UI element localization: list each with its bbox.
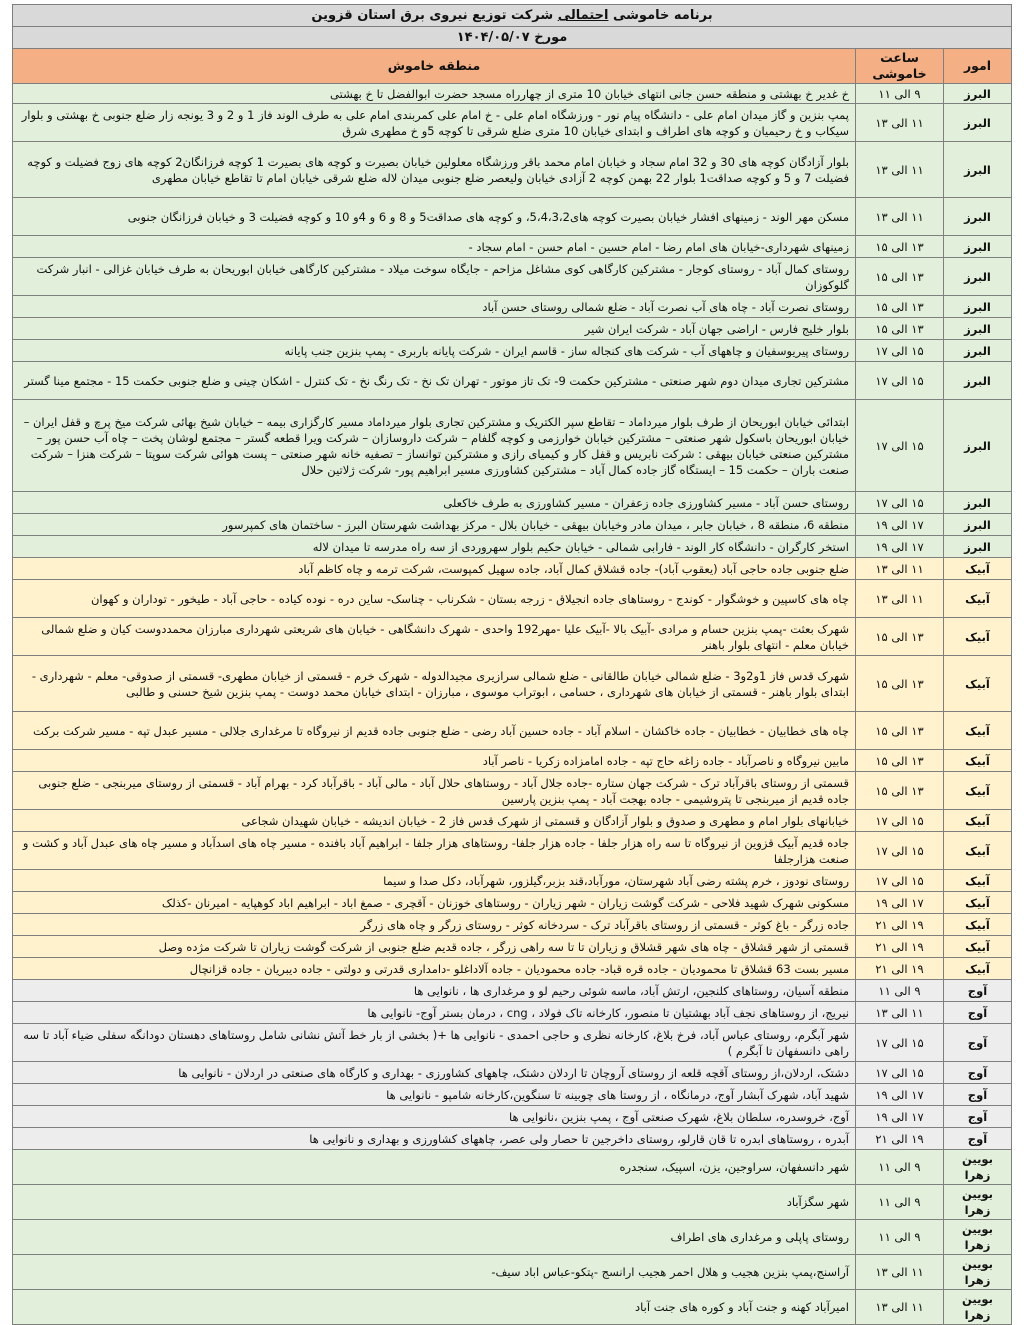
table-row: [13, 936, 1012, 958]
time-cell: ۱۹ الی ۲۱: [856, 914, 944, 936]
table-row: [13, 318, 1012, 340]
time-cell: ۱۱ الی ۱۳: [856, 142, 944, 198]
time-cell: ۱۱ الی ۱۳: [856, 104, 944, 142]
table-row: [13, 362, 1012, 400]
column-header-area: منطقه خاموش: [13, 49, 856, 84]
amur-cell: بویین زهرا: [944, 1220, 1012, 1255]
time-cell: ۱۱ الی ۱۳: [856, 1002, 944, 1024]
area-cell: آبدره ، روستاهای ابدره تا قان قارلو، روستای داخرجین تا حصار ولی عصر، چاههای کشاورزی و بهداری و نانوایی ها: [13, 1128, 856, 1150]
amur-cell: آوج: [944, 980, 1012, 1002]
time-cell: ۱۳ الی ۱۵: [856, 712, 944, 750]
area-cell: شهر آبگرم، روستای عباس آباد، فرخ بلاغ، کارخانه نظری و حاجی احمدی - نانوایی ها +( بخشی از بار خط آتش نشانی شامل روستاهای دهستان دودانگه سفلی ضیاء آباد تا سه راهی دانسفهان تا آبگرم ): [13, 1024, 856, 1062]
area-cell: خیابانهای بلوار امام و مطهری و صدوق و بلوار آزادگان و قسمتی از شهرک قدس فاز 2 - خیابان اندیشه - خیابان شهیدان شجاعی: [13, 810, 856, 832]
table-row: [13, 104, 1012, 142]
title-underlined-word: احتمالی: [557, 8, 609, 23]
outage-schedule-sheet: [12, 4, 1012, 1325]
time-cell: ۱۹ الی ۲۱: [856, 936, 944, 958]
table-row: [13, 492, 1012, 514]
table-row: [13, 580, 1012, 618]
table-row: [13, 656, 1012, 712]
amur-cell: البرز: [944, 198, 1012, 236]
table-row: [13, 400, 1012, 492]
column-header-amur: امور: [944, 49, 1012, 84]
area-cell: چاه های کاسپین و خوشگوار - کوندج - روستاهای جاده انجیلاق - زرجه بستان - شکرناب - چناسک- ساین دره - نوده کیاده - حاجی آباد - طیخور - توداران و کهوان: [13, 580, 856, 618]
table-row: [13, 258, 1012, 296]
table-row: [13, 536, 1012, 558]
time-cell: ۱۳ الی ۱۵: [856, 772, 944, 810]
title-part2: شرکت توزیع نیروی برق استان قزوین: [311, 8, 554, 23]
area-cell: مابین نیروگاه و ناصرآباد - جاده زاغه حاج تپه - جاده امامزاده زکریا - ناصر آباد: [13, 750, 856, 772]
area-cell: روستای حسن آباد - مسیر کشاورزی جاده زعفران - مسیر کشاورزی به طرف خاکعلی: [13, 492, 856, 514]
amur-cell: آبیک: [944, 772, 1012, 810]
amur-cell: آبیک: [944, 810, 1012, 832]
amur-cell: بویین زهرا: [944, 1185, 1012, 1220]
table-title: [13, 5, 1012, 27]
amur-cell: البرز: [944, 236, 1012, 258]
time-cell: ۱۵ الی ۱۷: [856, 832, 944, 870]
amur-cell: بویین زهرا: [944, 1255, 1012, 1290]
title-part1: برنامه خاموشی: [613, 8, 713, 23]
amur-cell: آبیک: [944, 914, 1012, 936]
amur-cell: البرز: [944, 340, 1012, 362]
time-cell: ۱۷ الی ۱۹: [856, 514, 944, 536]
area-cell: مسکن مهر الوند - زمینهای افشار خیابان بصیرت کوچه های5،4،3،2، و کوچه های صداقت5 و 8 و 6 و 4و 10 و کوچه فضیلت 3 و خیابان فرزانگان جنوبی: [13, 198, 856, 236]
time-cell: ۱۳ الی ۱۵: [856, 618, 944, 656]
amur-cell: البرز: [944, 84, 1012, 104]
time-cell: ۱۳ الی ۱۵: [856, 236, 944, 258]
time-cell: ۱۵ الی ۱۷: [856, 810, 944, 832]
amur-cell: آبیک: [944, 832, 1012, 870]
table-row: [13, 340, 1012, 362]
area-cell: آوج، خروسدره، سلطان بلاغ، شهرک صنعتی آوج ، پمپ بنزین ،نانوایی ها: [13, 1106, 856, 1128]
amur-cell: البرز: [944, 318, 1012, 340]
amur-cell: آوج: [944, 1002, 1012, 1024]
amur-cell: آبیک: [944, 892, 1012, 914]
amur-cell: آبیک: [944, 958, 1012, 980]
area-cell: جاده زرگر - باغ کوثر - قسمتی از روستای باقرآباد ترک - سردخانه کوثر - روستای زرگر و چاه های زرگر: [13, 914, 856, 936]
date-value: ۱۴۰۴/۰۵/۰۷: [456, 30, 530, 45]
area-cell: آراسنج،پمپ بنزین هجیب و هلال احمر هجیب ارانسج -پتکو-عباس اباد سیف-: [13, 1255, 856, 1290]
table-date: [13, 27, 1012, 49]
amur-cell: آوج: [944, 1106, 1012, 1128]
time-cell: ۱۳ الی ۱۵: [856, 750, 944, 772]
area-cell: بلوار خلیج فارس - اراضی جهان آباد - شرکت ایران شیر: [13, 318, 856, 340]
amur-cell: بویین زهرا: [944, 1150, 1012, 1185]
area-cell: شهید آباد، شهرک آبشار آوج، درمانگاه ، از روستا های چوبینه تا سنگوین،کارخانه شامپو - نانوایی ها: [13, 1084, 856, 1106]
area-cell: ضلع جنوبی جاده حاجی آباد (یعقوب آباد)- جاده قشلاق کمال آباد، جاده سهیل کمپوست، شرکت ترمه و چاه کاظم آباد: [13, 558, 856, 580]
time-cell: ۱۱ الی ۱۳: [856, 1255, 944, 1290]
table-row: [13, 772, 1012, 810]
table-row: [13, 296, 1012, 318]
time-cell: ۱۵ الی ۱۷: [856, 362, 944, 400]
amur-cell: البرز: [944, 536, 1012, 558]
amur-cell: البرز: [944, 258, 1012, 296]
amur-cell: البرز: [944, 104, 1012, 142]
area-cell: روستای کمال آباد - روستای کوجار - مشترکین کارگاهی کوی مشاغل مزاحم - جایگاه سوخت میلاد - مشترکین کارگاهی خیابان ابوریحان به طرف خیابان غزالی - انبار شرکت گلوکوزان: [13, 258, 856, 296]
time-cell: ۱۳ الی ۱۵: [856, 296, 944, 318]
amur-cell: آبیک: [944, 656, 1012, 712]
time-cell: ۱۵ الی ۱۷: [856, 1024, 944, 1062]
amur-cell: آوج: [944, 1062, 1012, 1084]
table-row: [13, 558, 1012, 580]
time-cell: ۱۳ الی ۱۵: [856, 318, 944, 340]
table-row: [13, 980, 1012, 1002]
table-row: [13, 1220, 1012, 1255]
table-row: [13, 1024, 1012, 1062]
time-cell: ۹ الی ۱۱: [856, 84, 944, 104]
table-row: [13, 810, 1012, 832]
amur-cell: آبیک: [944, 750, 1012, 772]
time-cell: ۱۷ الی ۱۹: [856, 1106, 944, 1128]
table-row: [13, 870, 1012, 892]
time-cell: ۱۱ الی ۱۳: [856, 1290, 944, 1325]
table-row: [13, 958, 1012, 980]
table-row: [13, 236, 1012, 258]
area-cell: پمپ بنزین و گاز میدان امام علی - دانشگاه پیام نور - ورزشگاه امام علی - خ امام علی کمربندی امام علی به طرف الوند فاز 1 و 2 و 3 یونجه زار ضلع جنوبی خ بهشتی و بلوار سیکاب و خ رحیمیان و کوچه های اطراف و ابتدای خیابان 10 متری ضلع شرقی تا کوچه 5و خ مطهری شرق: [13, 104, 856, 142]
amur-cell: آبیک: [944, 870, 1012, 892]
table-row: [13, 618, 1012, 656]
time-cell: ۱۵ الی ۱۷: [856, 1062, 944, 1084]
amur-cell: آبیک: [944, 618, 1012, 656]
time-cell: ۹ الی ۱۱: [856, 980, 944, 1002]
table-row: [13, 750, 1012, 772]
amur-cell: البرز: [944, 142, 1012, 198]
area-cell: مشترکین تجاری میدان دوم شهر صنعتی - مشترکین حکمت 9- تک تاز موتور - تهران تک نخ - تک رنگ نخ - تک کنترل - اشکان چینی و ضلع جنوبی حکمت 15 - مجتمع مینا گستر: [13, 362, 856, 400]
table-row: [13, 712, 1012, 750]
amur-cell: آبیک: [944, 936, 1012, 958]
area-cell: بلوار آزادگان کوچه های 30 و 32 امام سجاد و خیابان امام محمد باقر ورزشگاه معلولین خیابان بصیرت و کوچه های بصیرت 1 کوچه فرزانگان2 کوچه های زوج فضیلت و کوچه فضیلت 7 و 5 و کوچه صداقت1 بلوار 22 بهمن کوچه 2 آزادی خیابان ولیعصر ضلع جنوبی میدان لاله ضلع شرقی خیابان امام تا تقاطع خیابان مطهری: [13, 142, 856, 198]
time-cell: ۱۷ الی ۱۹: [856, 892, 944, 914]
amur-cell: آوج: [944, 1084, 1012, 1106]
time-cell: ۱۱ الی ۱۳: [856, 558, 944, 580]
area-cell: منطقه آسیان، روستاهای کلنجین، ارتش آباد، ماسه شوئی رحیم لو و مرغداری ها ، نانوایی ها: [13, 980, 856, 1002]
table-row: [13, 1062, 1012, 1084]
time-cell: ۱۱ الی ۱۳: [856, 198, 944, 236]
amur-cell: البرز: [944, 296, 1012, 318]
time-cell: ۱۵ الی ۱۷: [856, 400, 944, 492]
table-row: [13, 1150, 1012, 1185]
amur-cell: بویین زهرا: [944, 1290, 1012, 1325]
time-cell: ۹ الی ۱۱: [856, 1185, 944, 1220]
table-row: [13, 1084, 1012, 1106]
amur-cell: البرز: [944, 362, 1012, 400]
amur-cell: آبیک: [944, 712, 1012, 750]
area-cell: شهرک قدس فاز 1و2و3 - ضلع شمالی خیابان طالقانی - ضلع شمالی سرازیری مجیدالدوله - شهرک خرم - قسمتی از خیابان مطهری- قسمتی از صدوقی- معلم - شهرداری - ابتدای بلوار باهنر - قسمتی از خیابان های شهرداری ، حسامی ، ابوتراب موسوی ، مبارزان - ابتدای خیابان محمد دوست - پمپ بنزین شیخ حسنی و طالبی: [13, 656, 856, 712]
area-cell: ابتدائی خیابان ابوریحان از طرف بلوار میرداماد – تقاطع سپر الکتریک و مشترکین تجاری بلوار میرداماد مسیر کارگزاری بیمه – خیابان شیخ بهائی شرکت میخ پرچ و قفل ایران – خیابان ابوریحان باسکول شهر صنعتی – مشترکین خیابان خوارزمی و کوچه گلفام – شرکت داروسازان – شرکت ویرا قطعه گستر – مجتمع لوشان پخت – چاه آب حسن پور – مشترکین صنعتی خیابان بیهقی : شرکت نابریس و قفل کار و کیمیای رازی و مشترکین توانساز – تصفیه خانه شهر صنعتی – پست هوائی شرکت سوپتا – شرکت هنزا – شرکت صنعت باران – حکمت 15 – ایستگاه گاز جاده کمال آباد – مشترکین کشاورزی مسیر ابراهیم پور- شرکت ژلاتین حلال: [13, 400, 856, 492]
area-cell: امیرآباد کهنه و جنت آباد و کوره های جنت آباد: [13, 1290, 856, 1325]
amur-cell: آبیک: [944, 558, 1012, 580]
amur-cell: آبیک: [944, 580, 1012, 618]
amur-cell: البرز: [944, 400, 1012, 492]
table-row: [13, 914, 1012, 936]
time-cell: ۹ الی ۱۱: [856, 1220, 944, 1255]
amur-cell: آوج: [944, 1128, 1012, 1150]
area-cell: روستای پاپلی و مرغداری های اطراف: [13, 1220, 856, 1255]
table-row: [13, 198, 1012, 236]
table-row: [13, 84, 1012, 104]
area-cell: روستای نودوز ، خرم پشته رضی آباد شهرستان، مورآباد،قند بزبر،گیلزور، شهرآباد، دکل صدا و سیما: [13, 870, 856, 892]
time-cell: ۱۳ الی ۱۵: [856, 258, 944, 296]
area-cell: مسکونی شهرک شهید فلاحی - شرکت گوشت زیاران - شهر زیاران - روستاهای خوزنان - آقچری - صمغ اباد - ابراهیم اباد کوهپایه - امیرنان -کذلک: [13, 892, 856, 914]
area-cell: روستای پیریوسفیان و چاههای آب - شرکت های کنجاله ساز - قاسم ایران - شرکت پایانه باربری - پمپ بنزین جنب پایانه: [13, 340, 856, 362]
area-cell: استخر کارگران - دانشگاه کار الوند - فارابی شمالی - خیابان حکیم بلوار سهروردی از سه راه مدرسه تا میدان لاله: [13, 536, 856, 558]
time-cell: ۱۵ الی ۱۷: [856, 340, 944, 362]
amur-cell: البرز: [944, 514, 1012, 536]
area-cell: شهر سگزآباد: [13, 1185, 856, 1220]
time-cell: ۹ الی ۱۱: [856, 1150, 944, 1185]
table-row: [13, 892, 1012, 914]
time-cell: ۱۳ الی ۱۵: [856, 656, 944, 712]
area-cell: نیریج، از روستاهای نجف آباد بهشتیان تا منصور، کارخانه تاک فولاد ، cng ، درمان بستر آوج- نانوایی ها: [13, 1002, 856, 1024]
area-cell: قسمتی از روستای باقرآباد ترک - شرکت جهان ستاره -جاده جلال آباد - روستاهای حلال آباد - مالی آباد - باقرآباد کرد - بهرام آباد - قسمتی از روستای میربنجی - ضلع جنوبی جاده قدیم از میربنجی تا پتروشیمی - جاده بهجت آباد - پمپ بنزین پارسین: [13, 772, 856, 810]
table-row: [13, 832, 1012, 870]
table-row: [13, 514, 1012, 536]
table-row: [13, 1255, 1012, 1290]
area-cell: منطقه 6، منطقه 8 ، خیابان جابر ، میدان مادر وخیابان بیهقی - خیابان بلال - مرکز بهداشت شهرستان البرز - ساختمان های کمپرسور: [13, 514, 856, 536]
area-cell: خ غدیر خ بهشتی و منطقه حسن جانی انتهای خیابان 10 متری از چهارراه مسجد حضرت ابوالفضل تا خ بهشتی: [13, 84, 856, 104]
area-cell: شهرک بعثت -پمپ بنزین حسام و مرادی -آبیک بالا -آبیک علیا -مهر192 واحدی - شهرک دانشگاهی - خیابان های شریعتی شهرداری مبارزان محمددوست کیان و ضلع شمالی خیابان معلم - انتهای بلوار باهنر: [13, 618, 856, 656]
amur-cell: آوج: [944, 1024, 1012, 1062]
table-row: [13, 1002, 1012, 1024]
table-row: [13, 1128, 1012, 1150]
table-row: [13, 1290, 1012, 1325]
area-cell: جاده قدیم آبیک قزوین از نیروگاه تا سه راه هزار جلفا - جاده هزار جلفا- روستاهای هزار جلفا - ابراهیم آباد بافنده - مسیر چاه های اسدآباد و مسیر چاه های عبدل آباد و کشت و صنعت هزارجلفا: [13, 832, 856, 870]
table-row: [13, 1185, 1012, 1220]
time-cell: ۱۷ الی ۱۹: [856, 536, 944, 558]
table-row: [13, 1106, 1012, 1128]
outage-table: [12, 4, 1012, 1325]
area-cell: مسیر بست 63 قشلاق تا محمودیان - جاده قره قباد- جاده محمودیان - جاده آلاداغلو -دامداری قدرتی و دولتی - جاده دیبریان - جاده قزانچال: [13, 958, 856, 980]
area-cell: شهر دانسفهان، سراوجین، یزن، اسپیک، سنجدره: [13, 1150, 856, 1185]
area-cell: زمینهای شهرداری-خیابان های امام رضا - امام حسین - امام حسن - امام سجاد -: [13, 236, 856, 258]
area-cell: روستای نصرت آباد - چاه های آب نصرت آباد - ضلع شمالی روستای حسن آباد: [13, 296, 856, 318]
time-cell: ۱۹ الی ۲۱: [856, 1128, 944, 1150]
time-cell: ۱۵ الی ۱۷: [856, 492, 944, 514]
table-row: [13, 142, 1012, 198]
time-cell: ۱۹ الی ۲۱: [856, 958, 944, 980]
area-cell: چاه های خطابیان - خطابیان - جاده خاکشان - اسلام آباد - جاده حسین آباد رضی - ضلع جنوبی جاده قدیم از نیروگاه تا مرغداری جلالی - مسیر عبدل تپه - مسیر شرکت برکت: [13, 712, 856, 750]
column-header-time: ساعت خاموشی: [856, 49, 944, 84]
amur-cell: البرز: [944, 492, 1012, 514]
area-cell: دشتک، اردلان،از روستای آقچه قلعه از روستای آروچان تا اردلان دشتک، چاههای کشاورزی - بهداری و کارگاه های صنعتی در اردلان - نانوایی ها: [13, 1062, 856, 1084]
time-cell: ۱۱ الی ۱۳: [856, 580, 944, 618]
area-cell: قسمتی از شهر قشلاق - چاه های شهر قشلاق و زیاران تا تا سه راهی زرگر ، جاده قدیم ضلع جنوبی از شرکت گوشت زیاران تا شرکت مژده وصل: [13, 936, 856, 958]
time-cell: ۱۵ الی ۱۷: [856, 870, 944, 892]
date-label: مورخ: [534, 30, 568, 45]
time-cell: ۱۷ الی ۱۹: [856, 1084, 944, 1106]
